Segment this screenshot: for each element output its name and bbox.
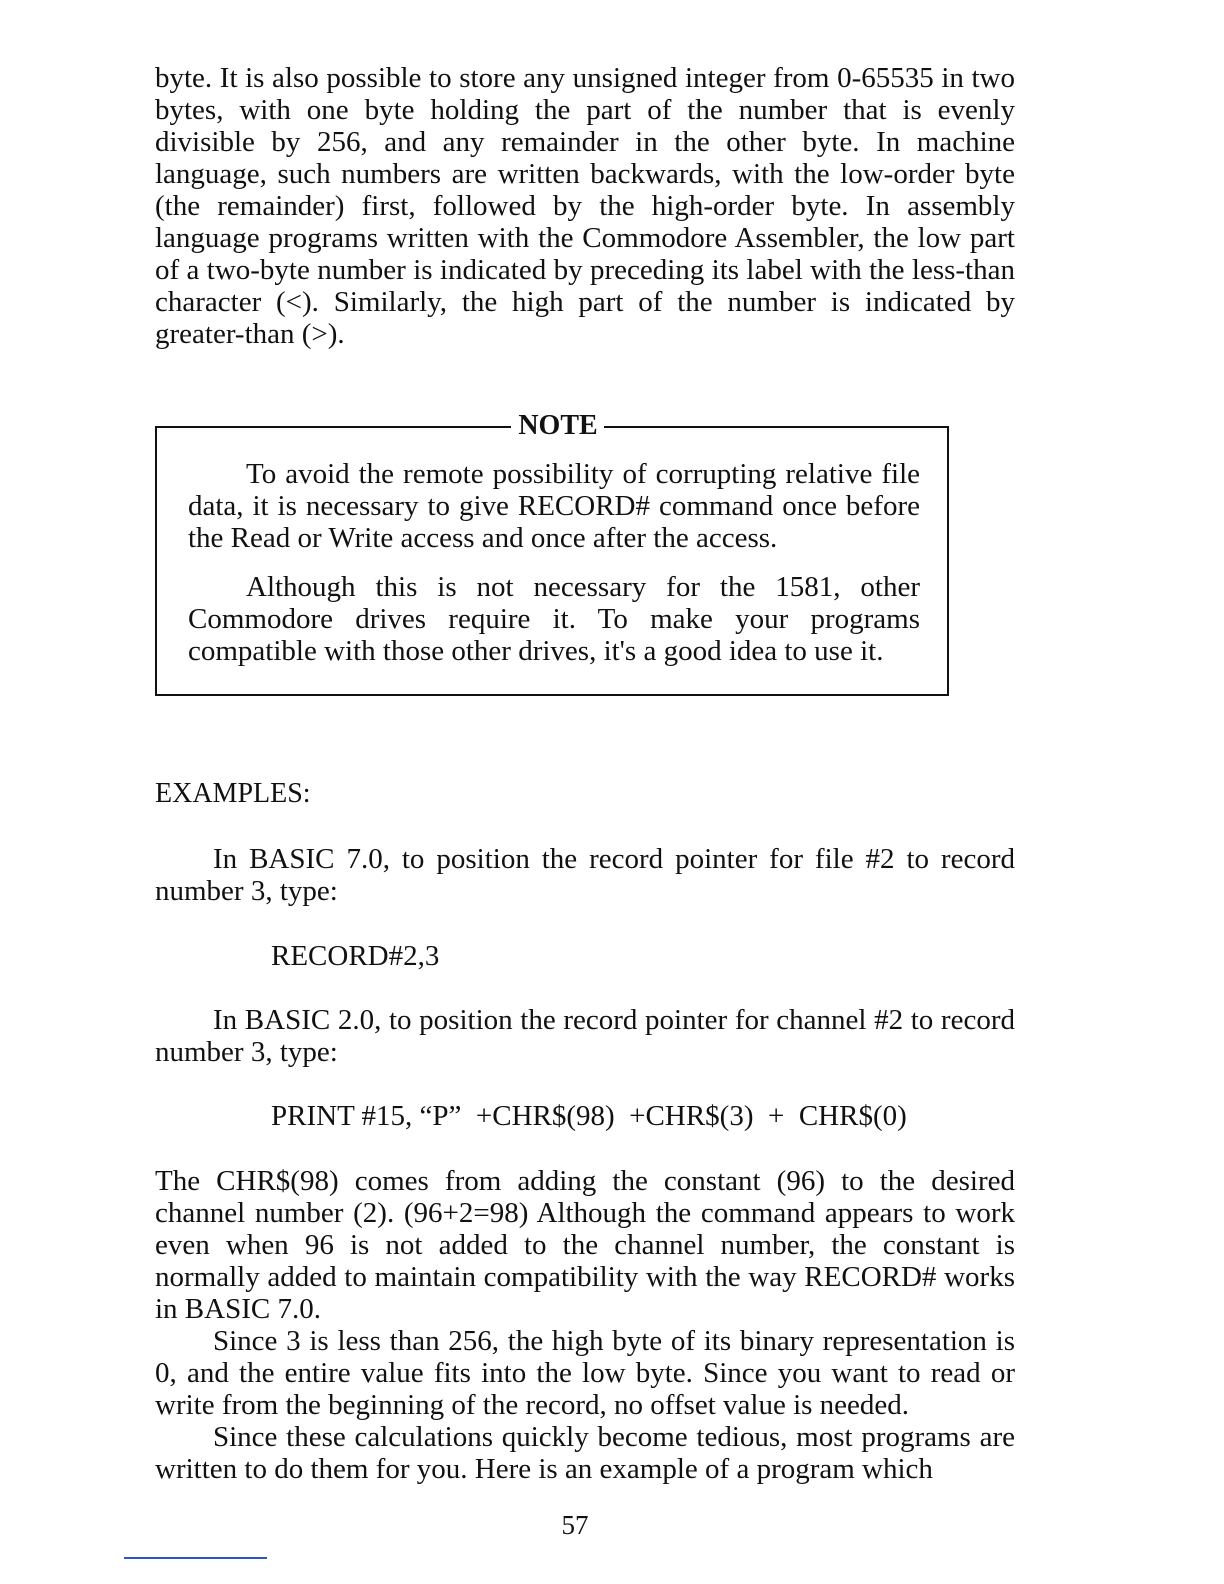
basic20-paragraph: In BASIC 2.0, to position the record pointer for channel #2 to record number 3, type: (155, 1004, 1015, 1068)
note-title: NOTE (518, 410, 598, 441)
basic20-code: PRINT #15, “P” +CHR$(98) +CHR$(3) + CHR$(0) (271, 1100, 907, 1132)
note-paragraph-1: To avoid the remote possibility of corrupting relative file data, it is necessary to give RECORD# command once before the Read or Write access and once after the access. (188, 458, 920, 554)
intro-paragraph: byte. It is also possible to store any unsigned integer from 0-65535 in two bytes, with one byte holding the part of the number that is evenly divisible by 256, and any remainder in the other byte. In machine language, such numbers are written backwards, with the low-order byte (the remainder) first, followed by the high-order byte. In assembly language programs written with the Commodore Assembler, the low part of a two-byte number is indicated by preceding its label with the less-than character (<). Similarly, the high part of the number is indicated by greater-than (>). (155, 62, 1015, 350)
page-number: 57 (561, 1510, 589, 1540)
note-top-rule-left (155, 426, 511, 428)
explanation-paragraph-3: Since these calculations quickly become tedious, most programs are written to do them for you. Here is an example of a program which (155, 1421, 1015, 1485)
basic70-code: RECORD#2,3 (271, 940, 440, 972)
note-top-rule-right (604, 426, 949, 428)
explanation-paragraph-1: The CHR$(98) comes from adding the constant (96) to the desired channel number (2). (96+2=98) Although the command appears to work even when 96 is not added to the channel number, the constant is normally added to maintain compatibility with the way RECORD# works in BASIC 7.0. (155, 1165, 1015, 1325)
basic70-paragraph: In BASIC 7.0, to position the record pointer for file #2 to record number 3, type: (155, 843, 1015, 907)
corner-rule (124, 1557, 267, 1559)
examples-heading: EXAMPLES: (155, 778, 311, 809)
explanation-paragraph-2: Since 3 is less than 256, the high byte of its binary representation is 0, and the entire value fits into the low byte. Since you want to read or write from the beginning of the record, no offset value is needed. (155, 1325, 1015, 1421)
note-paragraph-2: Although this is not necessary for the 1581, other Commodore drives require it. To make your programs compatible with those other drives, it's a good idea to use it. (188, 571, 920, 667)
